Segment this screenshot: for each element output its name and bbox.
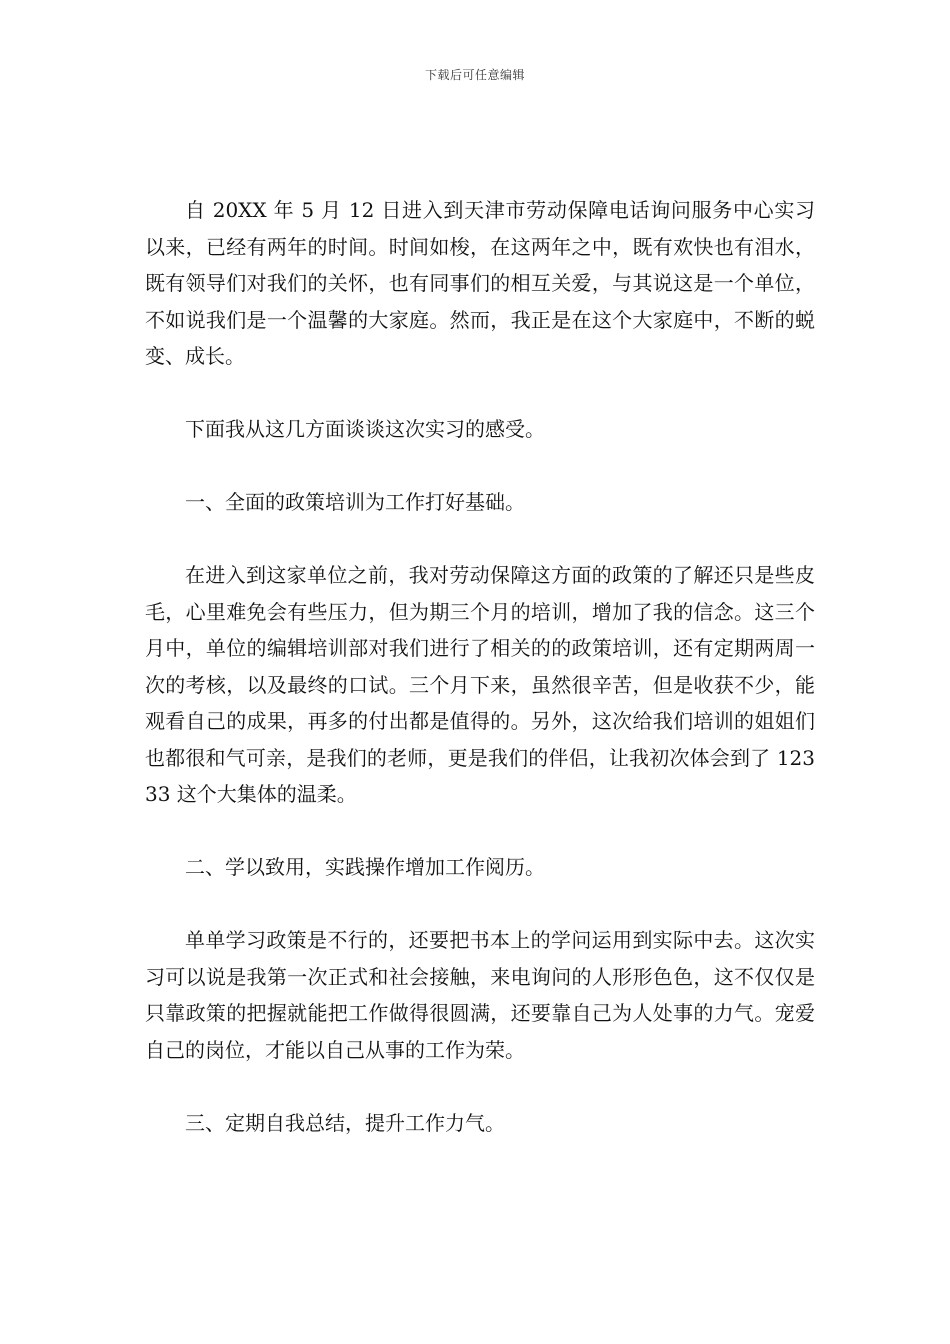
section-heading-3: 三、定期自我总结，提升工作力气。 [185, 1110, 505, 1135]
paragraph-section-2: 单单学习政策是不行的，还要把书本上的学问运用到实际中去。这次实习可以说是我第一次正式和社会接触，来电询问的人形形色色，这不仅仅是只靠政策的把握就能把工作做得很圆满，还要靠自己为人处事的力气。宠爱自己的岗位，才能以自己从事的工作为荣。 [145, 928, 815, 1062]
page-header-note: 下载后可任意编辑 [424, 68, 525, 82]
paragraph-overview: 下面我从这几方面谈谈这次实习的感受。 [185, 417, 545, 441]
section-heading-1: 一、全面的政策培训为工作打好基础。 [185, 490, 525, 514]
document-body [145, 192, 815, 1141]
section-heading-2: 二、学以致用，实践操作增加工作阅历。 [185, 855, 545, 879]
paragraph-intro: 自 20XX 年 5 月 12 日进入到天津市劳动保障电话询问服务中心实习以来，已经有两年的时间。时间如梭，在这两年之中，既有欢快也有泪水，既有领导们对我们的关怀，也有同事们的相互关爱，与其说这是一个单位，不如说我们是一个温馨的大家庭。然而，我正是在这个大家庭中，不断的蜕变、成长。 [145, 198, 815, 368]
paragraph-section-1: 在进入到这家单位之前，我对劳动保障这方面的政策的了解还只是些皮毛，心里难免会有些压力，但为期三个月的培训，增加了我的信念。这三个月中，单位的编辑培训部对我们进行了相关的的政策培训，还有定期两周一次的考核，以及最终的口试。三个月下来，虽然很辛苦，但是收获不少，能观看自己的成果，再多的付出都是值得的。另外，这次给我们培训的姐姐们也都很和气可亲，是我们的老师，更是我们的伴侣，让我初次体会到了 12333 这个大集体的温柔。 [145, 563, 815, 806]
